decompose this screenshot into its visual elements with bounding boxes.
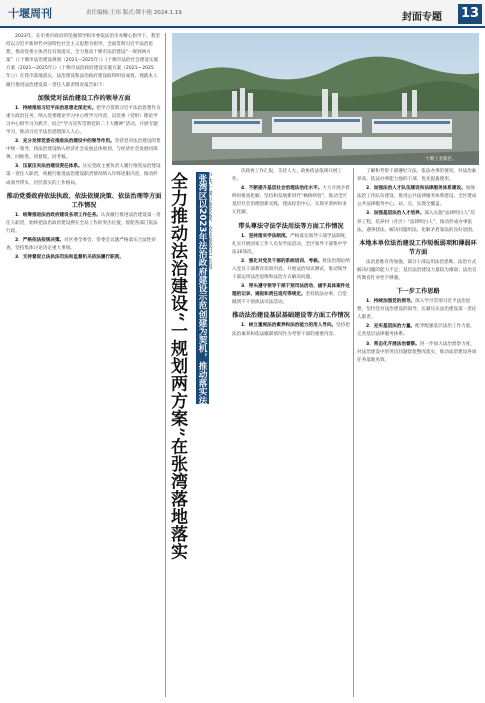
subheading: 1．统筹推进法治政府建设各项工作任务。: [15, 212, 101, 218]
page-header: [0, 0, 485, 28]
subheading: 3．常态化开展法治督察。: [366, 341, 420, 347]
lead-paragraph: 2023年，在市委市政府的坚强领导和市委依法治市办精心指导下，我坚持以习近平新时代中国特色社会主义思想为指导，全面贯彻习近平法治思想，推动党委主体责任有效落实，全力推动十堰市法治建设“一规划两方案”（《十堰市法治建设规划（2021—2025年）》《十堰市法治社会建设实施方案（2021—2025年）》《十堰市法治政府建设实施方案（2021—2025年）》）在我市落地落实，法治建设和法治政府建设取得明显成效。现就本人履行推进法治建设第一责任人职责情况报告如下：: [6, 34, 160, 88]
body-text: 压实党政主要负责人履行推进法治建设第一责任人职责，将履行推进法治建设职责情况纳入年终述职内容，推动形成领导带头、层层落实的工作格局。: [6, 164, 161, 186]
subheadline: 张湾区以2023年法治政府建设示范创建为契机，推动落实法治建设第一责任人职责: [197, 174, 207, 491]
headline: 全力推动法治建设“一规划两方案”在张湾落地落实: [167, 172, 187, 561]
column-2: [232, 168, 350, 697]
subheading: 4．不断提升基层社会治理法治化水平。: [241, 186, 323, 192]
subheading: 3．支持督促立法执法司法和监督机关依法履行职责。: [15, 255, 124, 261]
section-heading: 加强党对法治建设工作的领导方面: [37, 94, 131, 102]
body-text: 深入学习贯彻习近平法治思想，坚持党对法治建设的领导，压紧压实法治建设第一责任人职责。: [357, 299, 477, 321]
body-text: 坚持把法治素养和依法履职情况作为考察干部的重要内容。: [232, 323, 350, 337]
column-divider: [165, 33, 166, 697]
section-heading: 带头尊法守法学法用法等方面工作情况: [238, 222, 344, 230]
subheading: 2．充分发挥党委在推进法治建设中的领导作用。: [15, 139, 115, 145]
city-photo: [172, 33, 479, 165]
body-text: 加强法治工作队伍建设，推进公共法律服务体系建设，全区建成公共法律服务中心、站、点，实现全覆盖。: [357, 186, 477, 208]
industrial-park-image: [172, 33, 479, 165]
subheading: 1．持续加强党的领导。: [366, 299, 416, 305]
section-title: 封面专题: [402, 12, 442, 23]
subheading: 3．带头遵守领导干部干预司法活动、插手具体案件处理的记录、通报和责任追究等规定。: [232, 284, 350, 298]
body-text: 配齐配强基层法治工作力量，完善基层法律服务体系。: [357, 324, 475, 338]
subheading: 1．坚持落实学法制度。: [241, 233, 291, 239]
subheading: 2．充实基层法治力量。: [366, 324, 416, 330]
body-text: 法治思维有待加强，部分干部运用法治思维、法治方式解决问题的能力不足；基层法治建设力量较为薄弱；法治宣传教育针对性不够强。: [357, 259, 477, 281]
body-text: 次政协工作汇报，支持人大、政协依法依规开展工作。: [232, 169, 343, 183]
column-divider: [353, 168, 354, 697]
body-text: 严格落实领导干部学法制度，扎实开展国家工作人员旬学法活动，全区领导干部集中学法16场次。: [232, 233, 350, 255]
column-1: [6, 33, 162, 697]
body-text: 坚持党对法治建设的集中统一领导，将法治建设纳入经济社会发展总体规划，与经济社会发展同部署、同推进、同督促、同考核。: [6, 139, 161, 161]
paper-name: 十堰周刊: [8, 7, 52, 20]
photo-caption: 十堰工业新区。: [425, 157, 457, 162]
body-text: 大力开展矛盾纠纷排查化解，坚持和发展新时代“枫桥经验”，推动全区基层社会治理创新实践，建成综治中心，实现矛盾纠纷多元化解。: [232, 186, 350, 216]
subheading: 2．加强法治人才队伍建设和法律服务体系建设。: [366, 186, 466, 192]
body-text: 进一步加大法治督察力度，对法治建设中的突出问题督促整改落实，推动法治建设各项任务落地见效。: [357, 341, 477, 363]
section-heading: 推动党委政府依法执政、依法依规决策、依法治理等方面工作情况: [6, 192, 162, 209]
subheading: 1．树立重视法治素养和法治能力的用人导向。: [241, 323, 337, 329]
body-text: 认真履行推进法治建设第一责任人职责，始终把法治政府建设摆在全局工作的突出位置，督促各部门依法行政。: [6, 212, 161, 234]
subheading: 3．压紧压实法治建设责任体系。: [15, 164, 83, 170]
page-number: 13: [458, 4, 482, 24]
body-text: 坚持依法办事，自觉做到不干预执法司法活动。: [232, 292, 347, 306]
subheading: 3．加强基层法治人才培养。: [366, 211, 425, 217]
body-text: 对区委全委会、常委会议题严格落实合法性审查，坚持集体讨论决定重大事项。: [6, 237, 157, 251]
section-heading: 推动法治建设基层基础建设等方面工作情况: [232, 312, 350, 320]
subheading: 2．强化对党员干部的系统培训、考核。: [241, 258, 323, 264]
body-text: 将法治理论纳入党员干部教育培训内容，开展法治知识测试，推动领导干部运用法治思维和法治方式解决问题。: [232, 258, 350, 281]
editor-meta: 责任编辑:王玮 版式:缪小艳 2024.1.19: [86, 10, 182, 16]
section-heading: 本地本单位法治建设工作短板弱项和薄弱环节方面: [359, 239, 477, 256]
column-3: [357, 168, 479, 697]
body-text: 了解和考察干部遵纪守法、依法办事的情况，对法治素养高、依法办事能力强的干部，优先提拔使用。: [357, 169, 477, 183]
body-text: 把学习贯彻习近平法治思想作为重大政治任务，纳入党委理论学习中心组学习内容，以党委（党组）理论学习中心组学习为抓手，结合“学习宣传贯彻党的二十大精神”活动，开展专题学习，推动习近平法治思想深入人心。: [6, 105, 161, 135]
body-text: 深入实施“法律明白人”培养工程，培养村（社区）“法律明白人”，推动形成办事依法、遇事找法、解决问题用法、化解矛盾靠法的良好氛围。: [357, 211, 477, 233]
section-heading: 下一步工作思路: [396, 288, 440, 296]
byline: 中共十堰市委常委、政法委书记 张涛: [205, 172, 212, 270]
subheading: 1．持续推进习近平法治思想走深走实。: [15, 105, 97, 111]
header-rule: [0, 26, 485, 28]
subheading: 2．严格依法依规决策。: [15, 237, 65, 243]
